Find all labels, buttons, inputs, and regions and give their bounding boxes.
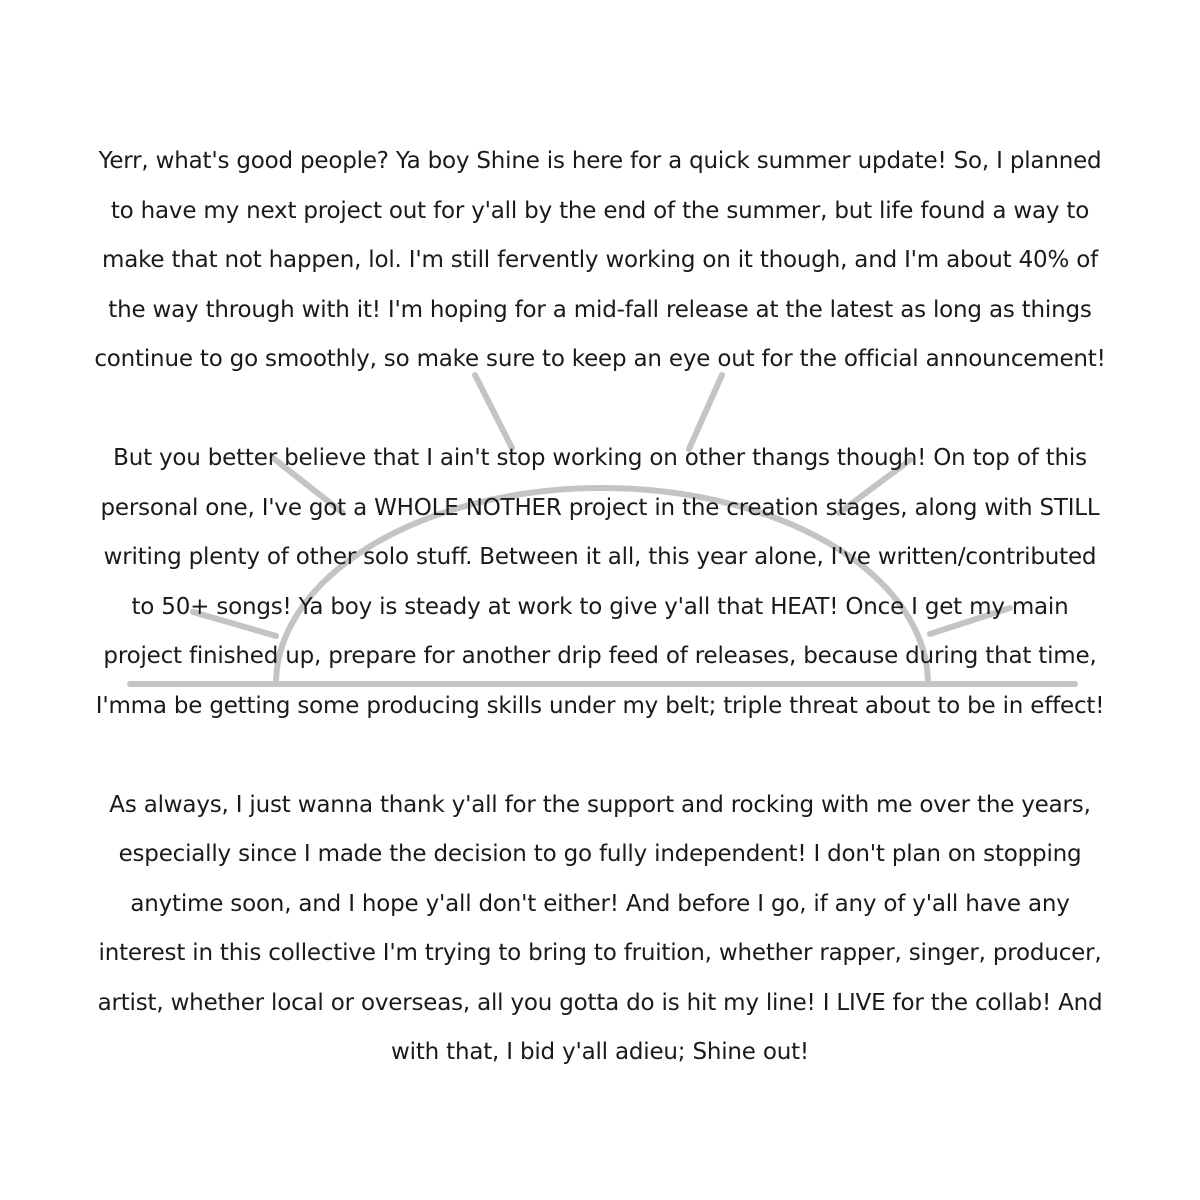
text-line: But you better believe that I ain't stop working on other thangs though! On top of this bbox=[113, 445, 1087, 471]
text-line: to 50+ songs! Ya boy is steady at work to give y'all that HEAT! Once I get my main bbox=[131, 593, 1069, 620]
paragraph-thanks bbox=[50, 781, 1150, 1078]
text-line: interest in this collective I'm trying to bring to fruition, whether rapper, singer, producer, bbox=[98, 940, 1102, 966]
paragraph-spacer bbox=[50, 385, 1150, 435]
text-line: especially since I made the decision to go fully independent! I don't plan on stopping bbox=[118, 841, 1082, 867]
paragraph-other-projects bbox=[50, 434, 1150, 731]
text-line: writing plenty of other solo stuff. Between it all, this year alone, I've written/contributed bbox=[103, 544, 1097, 570]
text-line: As always, I just wanna thank y'all for the support and rocking with me over the years, bbox=[109, 791, 1091, 818]
text-line: anytime soon, and I hope y'all don't either! And before I go, if any of y'all have any bbox=[130, 890, 1070, 917]
text-line: Yerr, what's good people? Ya boy Shine is here for a quick summer update! So, I planned bbox=[98, 148, 1102, 174]
paragraph-spacer bbox=[50, 731, 1150, 781]
text-line: make that not happen, lol. I'm still fervently working on it though, and I'm about 40% of bbox=[102, 247, 1098, 273]
text-line: personal one, I've got a WHOLE NOTHER project in the creation stages, along with STILL bbox=[100, 494, 1100, 521]
update-letter bbox=[50, 137, 1150, 1078]
text-line: with that, I bid y'all adieu; Shine out! bbox=[391, 1039, 809, 1065]
text-line: continue to go smoothly, so make sure to keep an eye out for the official announcement! bbox=[94, 346, 1106, 372]
text-line: I'mma be getting some producing skills under my belt; triple threat about to be in effect! bbox=[95, 692, 1105, 719]
paragraph-summer-update bbox=[50, 137, 1150, 385]
text-line: artist, whether local or overseas, all you gotta do is hit my line! I LIVE for the collab! And bbox=[97, 989, 1103, 1016]
text-line: to have my next project out for y'all by the end of the summer, but life found a way to bbox=[110, 197, 1090, 224]
text-line: the way through with it! I'm hoping for a mid-fall release at the latest as long as things bbox=[108, 296, 1092, 323]
text-line: project finished up, prepare for another drip feed of releases, because during that time, bbox=[103, 643, 1097, 669]
